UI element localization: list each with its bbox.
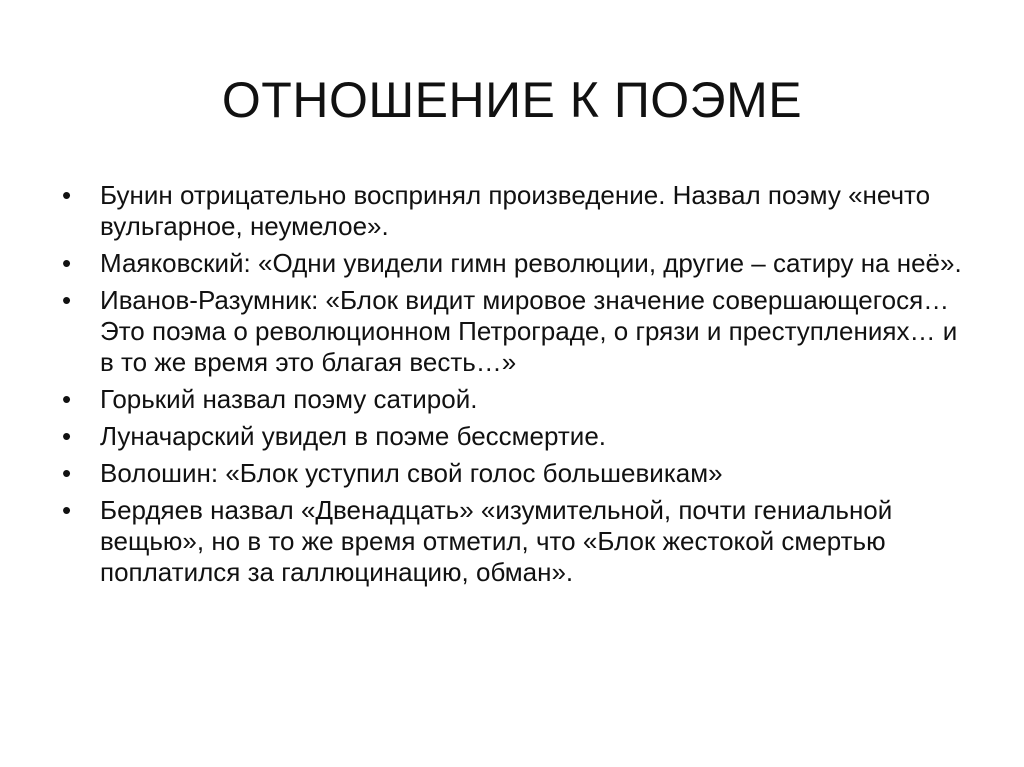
list-item [62, 180, 962, 242]
list-item [62, 248, 962, 279]
list-item [62, 495, 962, 588]
slide-title: ОТНОШЕНИЕ К ПОЭМЕ [221, 72, 803, 128]
list-item-text: Бердяев назвал «Двенадцать» «изумительной, почти гениальной вещью», но в то же время отметил, что «Блок жестокой смертью поплатился за галлюцинацию, обман». [100, 495, 893, 587]
bullet-icon: • [62, 495, 72, 525]
list-item-text: Маяковский: «Одни увидели гимн революции, другие – сатиру на неё». [100, 248, 962, 278]
bullet-icon: • [62, 248, 72, 278]
bullet-icon: • [62, 421, 72, 451]
list-item [62, 458, 962, 489]
bullet-icon: • [62, 384, 72, 414]
list-item [62, 421, 962, 452]
bullet-icon: • [62, 180, 72, 210]
bullet-icon: • [62, 285, 72, 315]
list-item-text: Волошин: «Блок уступил свой голос большевикам» [100, 458, 723, 488]
list-item [62, 285, 962, 378]
list-item-text: Луначарский увидел в поэме бессмертие. [100, 421, 607, 451]
list-item-text: Иванов-Разумник: «Блок видит мировое значение совершающегося… Это поэма о революционном Петрограде, о грязи и преступлениях… и в то же время это благая весть…» [100, 285, 958, 377]
list-item-text: Бунин отрицательно воспринял произведение. Назвал поэму «нечто вульгарное, неумелое». [100, 180, 931, 241]
list-item-text: Горький назвал поэму сатирой. [100, 384, 478, 414]
list-item [62, 384, 962, 415]
bullet-icon: • [62, 458, 72, 488]
bullet-list [62, 180, 962, 594]
